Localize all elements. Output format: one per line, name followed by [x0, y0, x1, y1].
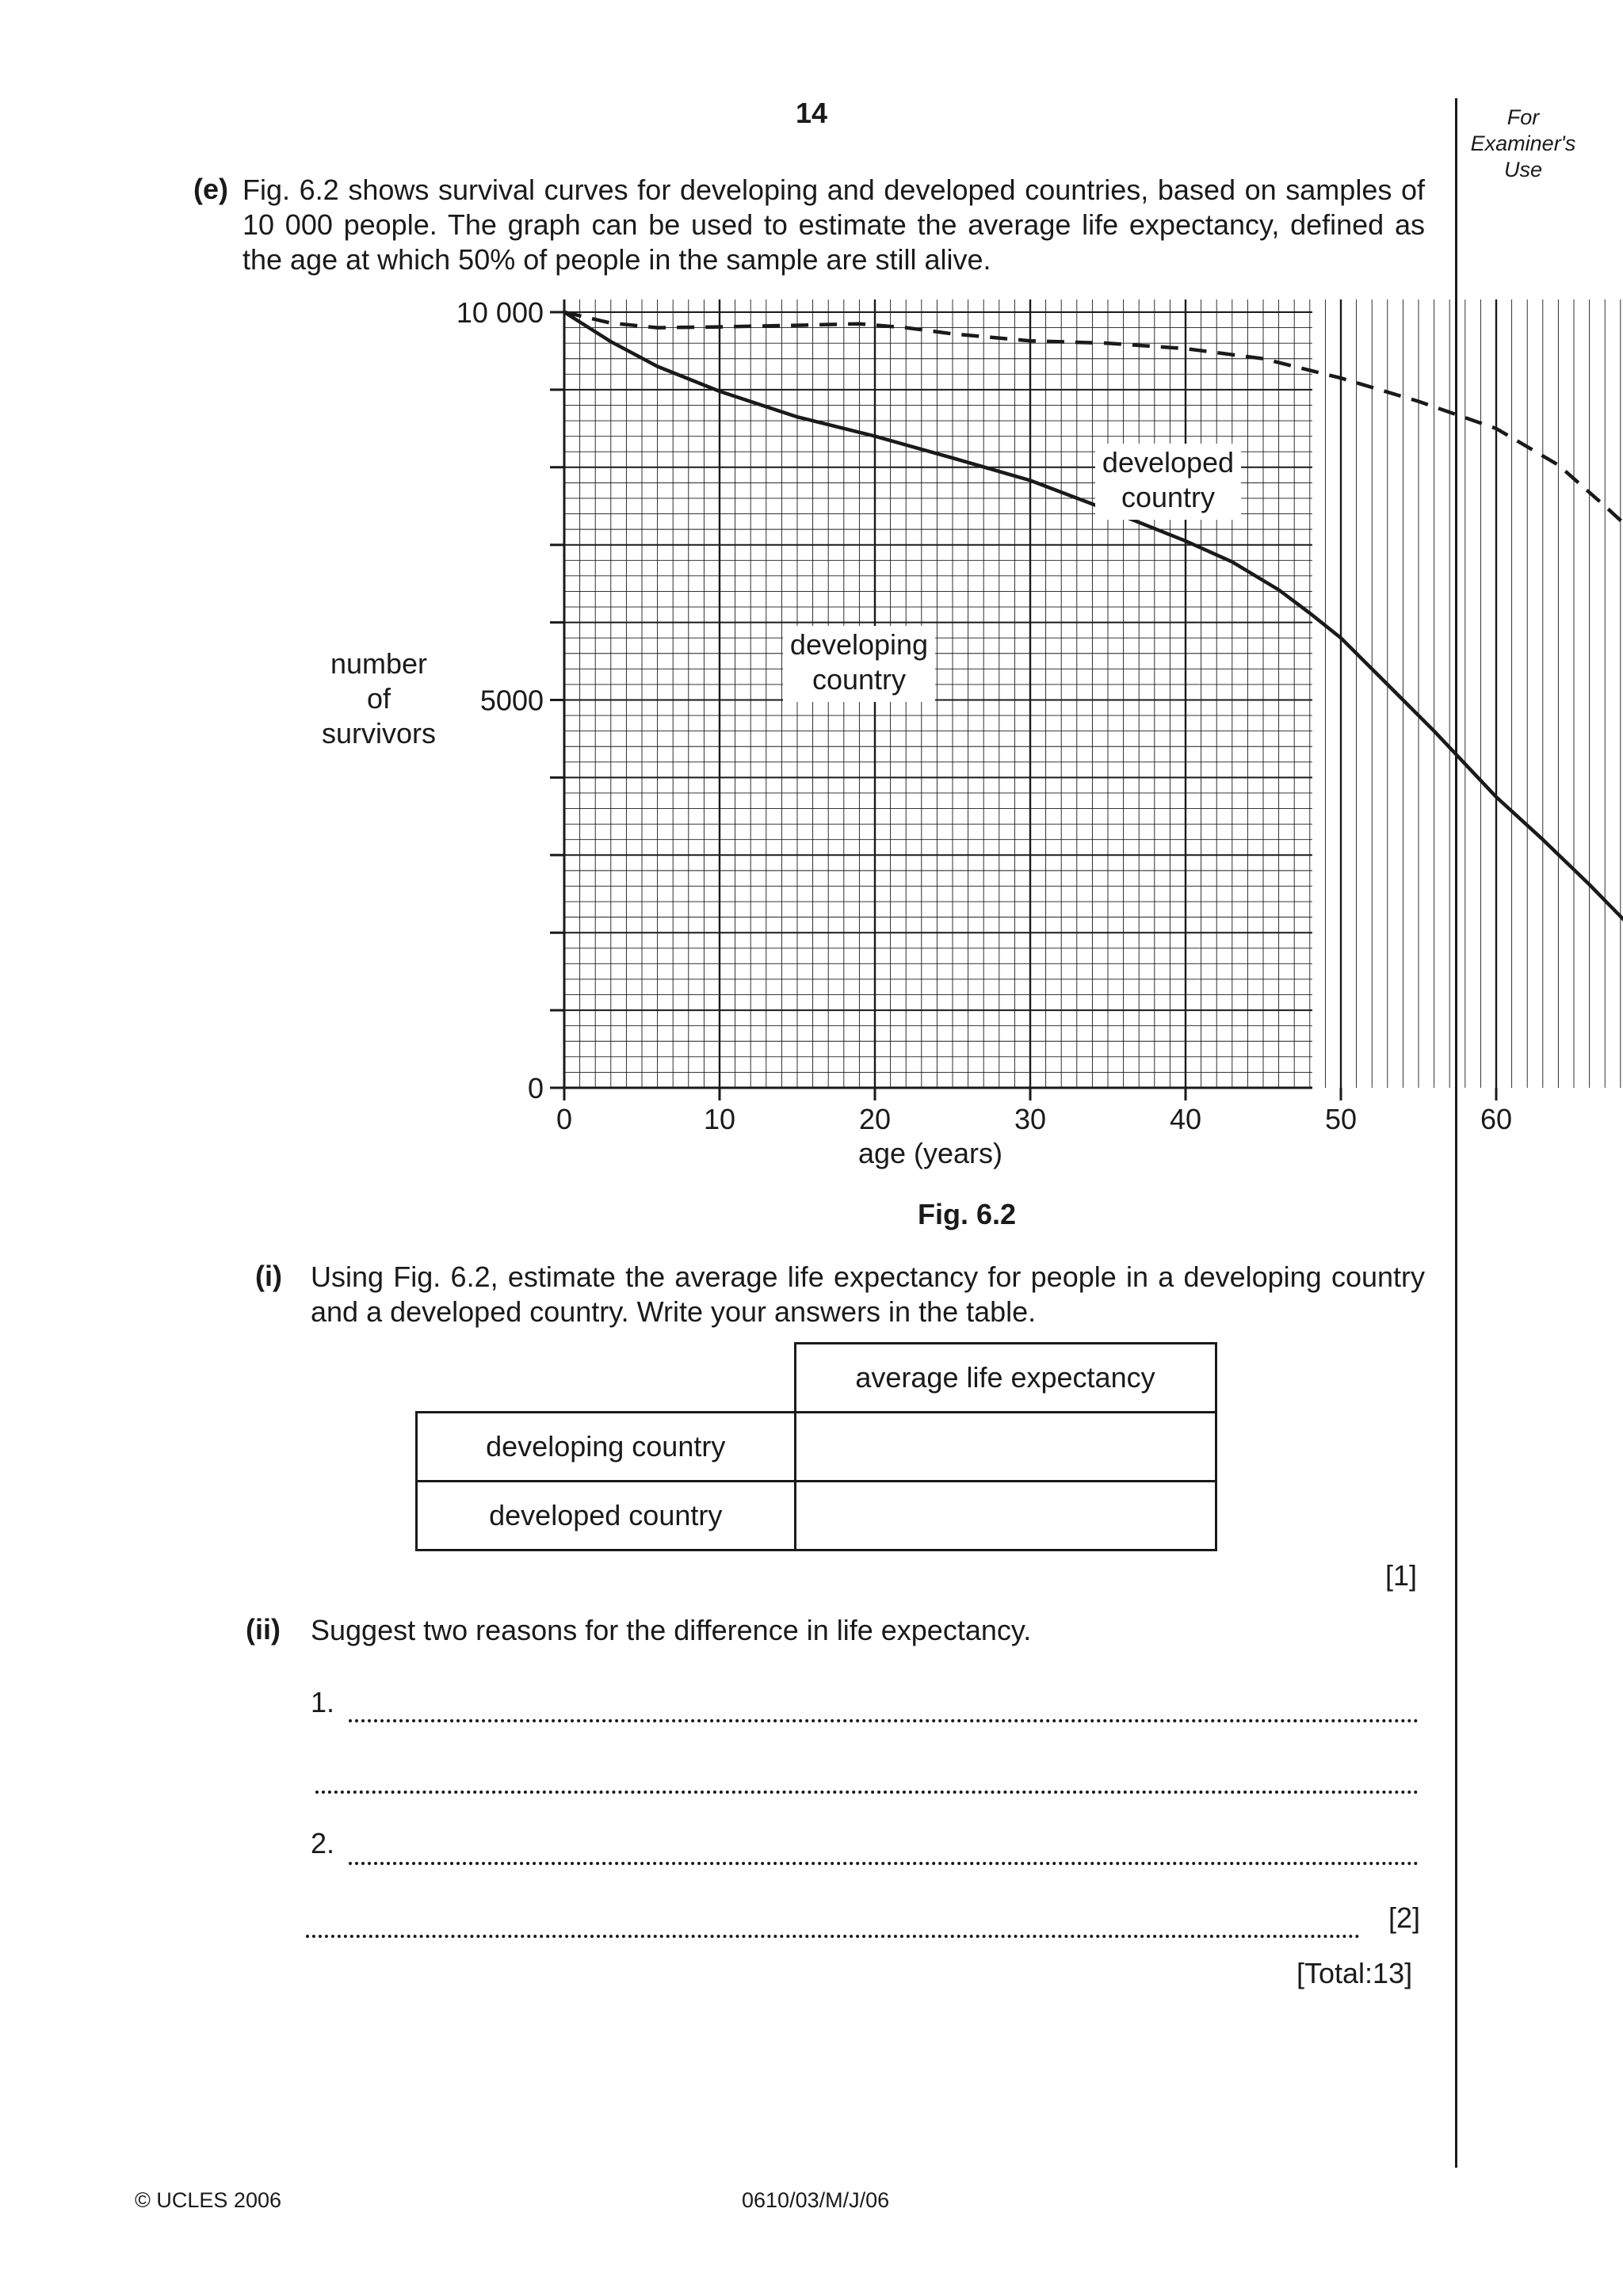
x-axis-title: age (years): [857, 1137, 1003, 1169]
x-tick-label: 40: [1169, 1103, 1202, 1135]
table-row-label: developing country: [417, 1413, 796, 1482]
developing-country-label-line: developing: [789, 628, 929, 661]
total-marks: [Total:13]: [1296, 1957, 1413, 1989]
page-number: 14: [795, 97, 828, 129]
y-tick-label: 0: [527, 1072, 544, 1104]
y-axis-title-line: of: [366, 682, 391, 715]
table-row-label: developed country: [417, 1482, 796, 1550]
answer-2-number: 2.: [311, 1827, 335, 1859]
x-tick-label: 50: [1324, 1103, 1358, 1135]
question-e-label: (e): [193, 173, 228, 205]
part-i-label: (i): [255, 1260, 282, 1292]
answer-1-line[interactable]: [349, 1719, 1419, 1722]
developed-country-label-line: country: [1121, 481, 1216, 513]
answer-2-line-2[interactable]: [306, 1935, 1360, 1938]
answer-1-number: 1.: [311, 1686, 335, 1718]
developing-answer-cell[interactable]: [795, 1413, 1216, 1482]
life-expectancy-table: [415, 1342, 1217, 1551]
answer-1-line-2[interactable]: [315, 1791, 1419, 1794]
y-tick-label: 10 000: [456, 296, 544, 329]
table-header-cell: average life expectancy: [795, 1344, 1216, 1413]
question-e-text: Fig. 6.2 shows survival curves for developing and developed countries, based on samples of 10 000 people. The graph can be used to estimate the average life expectancy, defined as the age at which 50% of people in the sample are still alive.: [242, 174, 1425, 276]
part-ii-label: (ii): [246, 1613, 281, 1646]
x-tick-label: 0: [556, 1103, 573, 1135]
part-ii-marks: [2]: [1388, 1901, 1421, 1934]
y-axis-title-line: survivors: [321, 717, 437, 749]
x-tick-label: 10: [703, 1103, 736, 1135]
chart-labels: [322, 296, 1623, 1169]
figure-caption: Fig. 6.2: [917, 1198, 1017, 1230]
table-row: [417, 1482, 1216, 1550]
table-row: [417, 1413, 1216, 1482]
table-corner: [417, 1344, 796, 1413]
x-tick-label: 60: [1480, 1103, 1513, 1135]
developing-country-label-line: country: [812, 663, 907, 696]
y-tick-label: 5000: [479, 684, 544, 717]
developed-answer-cell[interactable]: [795, 1482, 1216, 1550]
answer-2-line[interactable]: [349, 1862, 1419, 1865]
footer-copyright: © UCLES 2006: [135, 2188, 281, 2212]
part-i-marks: [1]: [1385, 1559, 1418, 1592]
chart-grid: [564, 299, 1623, 1088]
y-axis-title-line: number: [330, 647, 428, 680]
part-ii-text: Suggest two reasons for the difference in life expectancy.: [311, 1614, 1032, 1646]
footer-code: 0610/03/M/J/06: [742, 2188, 890, 2212]
part-i-text: Using Fig. 6.2, estimate the average life expectancy for people in a developing country and a developed country. Write your answers in the table.: [311, 1261, 1425, 1328]
examiner-use-note: For Examiner's Use: [1470, 105, 1576, 181]
table-header-row: [417, 1344, 1216, 1413]
x-tick-label: 30: [1014, 1103, 1047, 1135]
developed-country-label-line: developed: [1102, 446, 1235, 479]
x-tick-label: 20: [858, 1103, 892, 1135]
